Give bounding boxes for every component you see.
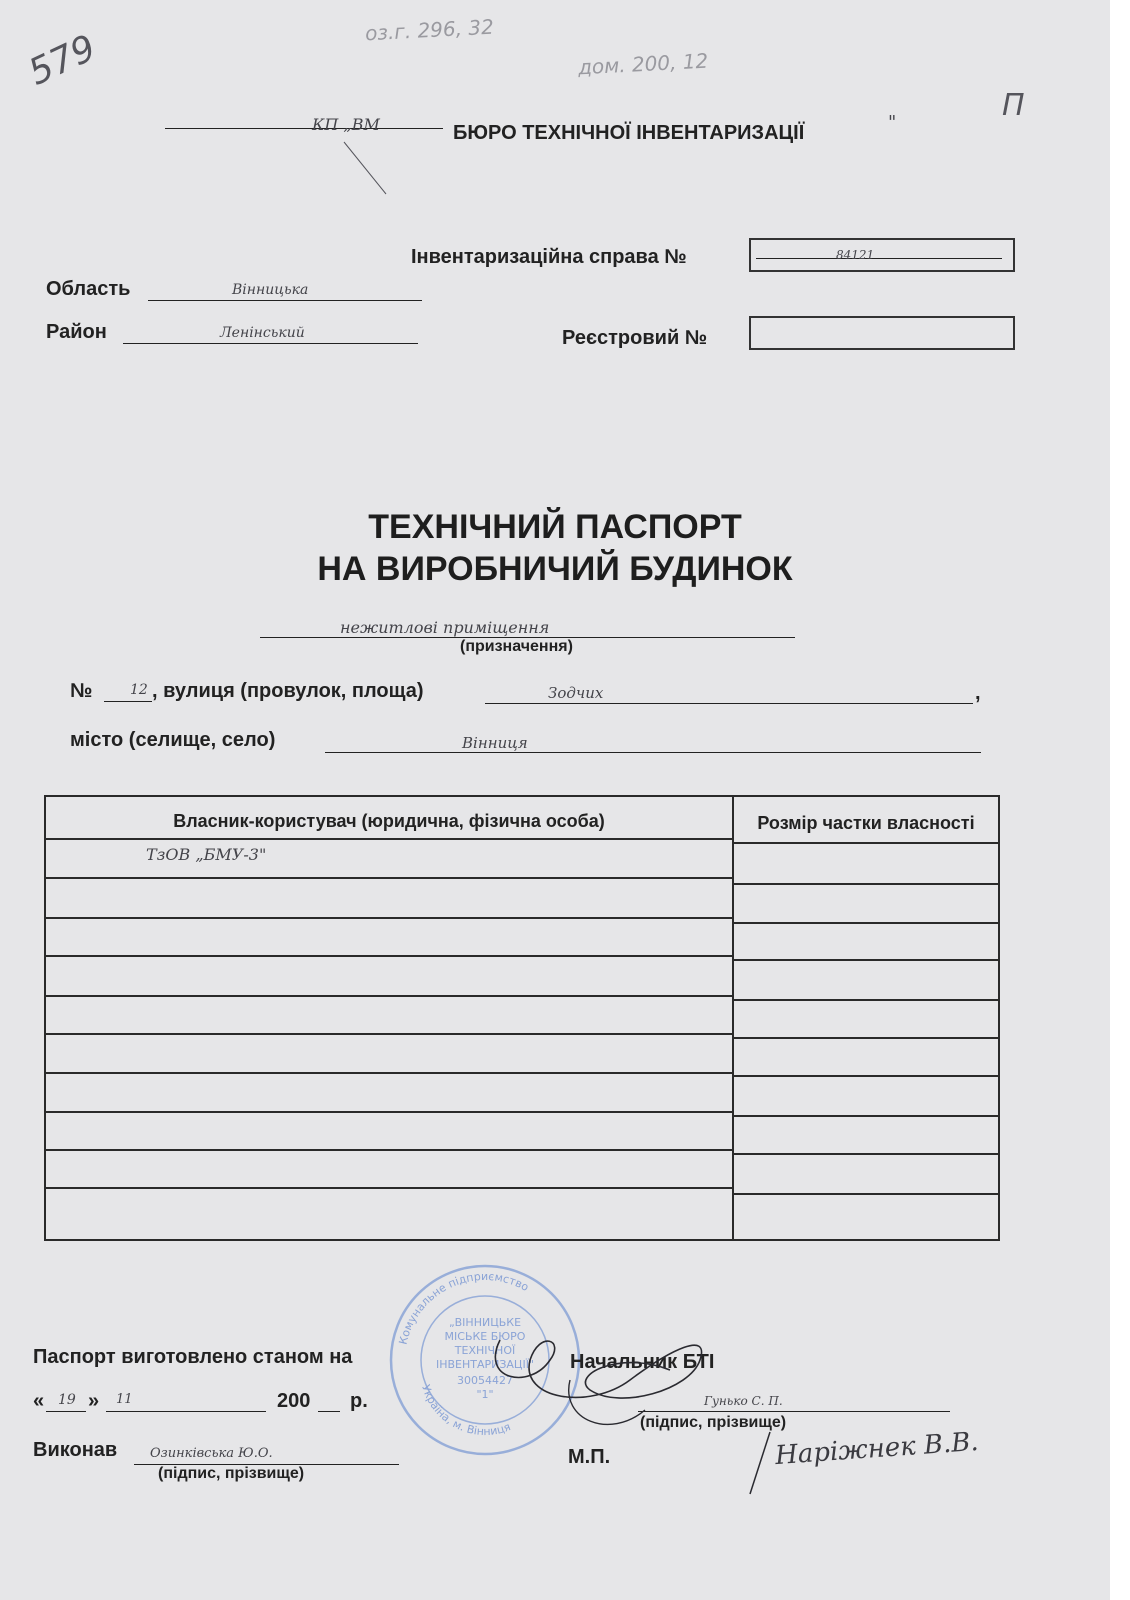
row-line: [46, 1187, 732, 1189]
registry-label: Реєстровий №: [562, 327, 708, 349]
row-line: [734, 883, 998, 885]
stamp-line: МІСЬКЕ БЮРО: [444, 1330, 526, 1343]
district-line: [123, 343, 418, 344]
pencil-note-2: дом. 200, 12: [577, 48, 709, 80]
registry-number-box: [749, 316, 1015, 350]
executed-caption: (підпис, прізвище): [158, 1465, 305, 1482]
row-line: [46, 995, 732, 997]
inventory-number-line: [756, 258, 1002, 259]
head-name: Гунько С. П.: [704, 1394, 783, 1408]
row-line: [734, 1193, 998, 1195]
year-line: [318, 1411, 340, 1412]
row-line: [734, 959, 998, 961]
purpose-caption: (призначення): [460, 638, 573, 655]
closing-quote: ": [888, 112, 897, 133]
header-divider: [734, 842, 998, 844]
bureau-title: БЮРО ТЕХНІЧНОЇ ІНВЕНТАРИЗАЦІЇ: [453, 122, 805, 144]
date-close-quote: »: [88, 1390, 100, 1412]
stamp-line: ІНВЕНТАРИЗАЦІЇ": [435, 1358, 535, 1371]
row-line: [734, 1075, 998, 1077]
inventory-label: Інвентаризаційна справа №: [411, 246, 687, 268]
document-title-line2: НА ВИРОБНИЧИЙ БУДИНОК: [317, 550, 793, 588]
stamp-line: „ВІННИЦЬКЕ: [448, 1316, 522, 1329]
archive-number: 579: [22, 27, 103, 94]
row-line: [46, 1149, 732, 1151]
stamp-line: 30054427: [457, 1374, 513, 1387]
street-comma: ,: [975, 682, 981, 704]
street-value: Зодчих: [548, 684, 604, 702]
prepared-label: Паспорт виготовлено станом на: [33, 1346, 353, 1368]
city-value: Вінниця: [462, 734, 528, 752]
executed-value: Озинківська Ю.О.: [150, 1446, 273, 1461]
date-open-quote: «: [33, 1390, 45, 1412]
row-line: [46, 1072, 732, 1074]
city-line: [325, 752, 981, 753]
stamp-outer-text: Комунальне підприємство: [396, 1269, 531, 1346]
document-title-line1: ТЕХНІЧНИЙ ПАСПОРТ: [368, 508, 742, 546]
number-label: №: [70, 680, 93, 702]
street-line: [485, 703, 973, 704]
secondary-signature: Наріжнек В.В.: [774, 1426, 980, 1472]
head-signature-scribble: [470, 1320, 740, 1460]
inventory-number-box: [749, 238, 1015, 272]
row-line: [46, 955, 732, 957]
region-label: Область: [46, 278, 131, 300]
month-line: [106, 1411, 266, 1412]
corner-mark: П: [1002, 88, 1025, 123]
head-caption: (підпис, прізвище): [640, 1414, 787, 1431]
row-line: [46, 877, 732, 879]
owners-table: [44, 795, 1000, 1241]
table-column-divider: [732, 797, 734, 1239]
row-line: [734, 1153, 998, 1155]
head-label: Начальник БТІ: [570, 1351, 715, 1373]
district-label: Район: [46, 321, 107, 343]
city-label: місто (селище, село): [70, 729, 276, 751]
row-line: [46, 1033, 732, 1035]
purpose-value: нежитлові приміщення: [340, 618, 550, 637]
inventory-number: 84121: [836, 248, 875, 262]
executed-label: Виконав: [33, 1439, 118, 1461]
number-line: [104, 701, 152, 702]
row-line: [734, 1037, 998, 1039]
region-line: [148, 300, 422, 301]
stamp-bottom-text: Україна, м. Вінниця: [419, 1383, 513, 1439]
row-line: [734, 1115, 998, 1117]
date-month: 11: [116, 1392, 133, 1407]
day-line: [46, 1411, 86, 1412]
year-prefix: 200: [277, 1390, 311, 1412]
date-day: 19: [58, 1392, 76, 1408]
row-line: [734, 999, 998, 1001]
row-line: [734, 922, 998, 924]
building-number: 12: [130, 682, 148, 698]
org-handwritten: КП „ВМ: [312, 115, 380, 134]
stray-pen-mark: [340, 138, 400, 198]
row-line: [46, 917, 732, 919]
seal-label: М.П.: [568, 1446, 611, 1468]
region-value: Вінницька: [232, 282, 309, 298]
pencil-note-1: оз.г. 296, 32: [364, 14, 495, 46]
owner-column-header: Власник-користувач (юридична, фізична особа): [173, 811, 605, 831]
org-underline: [165, 128, 443, 129]
share-column-header: Розмір частки власності: [757, 813, 975, 833]
row-line: [46, 1111, 732, 1113]
scan-margin: [1110, 0, 1130, 1600]
year-suffix: р.: [350, 1390, 368, 1412]
owner-cell: ТзОВ „БМУ-3": [146, 845, 267, 864]
stamp-line: "1": [476, 1388, 494, 1401]
stamp-line: ТЕХНІЧНОЇ: [454, 1344, 516, 1357]
street-label: , вулиця (провулок, площа): [152, 680, 424, 702]
signature-stroke: [740, 1428, 780, 1498]
district-value: Ленінський: [220, 325, 305, 341]
header-divider: [46, 838, 732, 840]
